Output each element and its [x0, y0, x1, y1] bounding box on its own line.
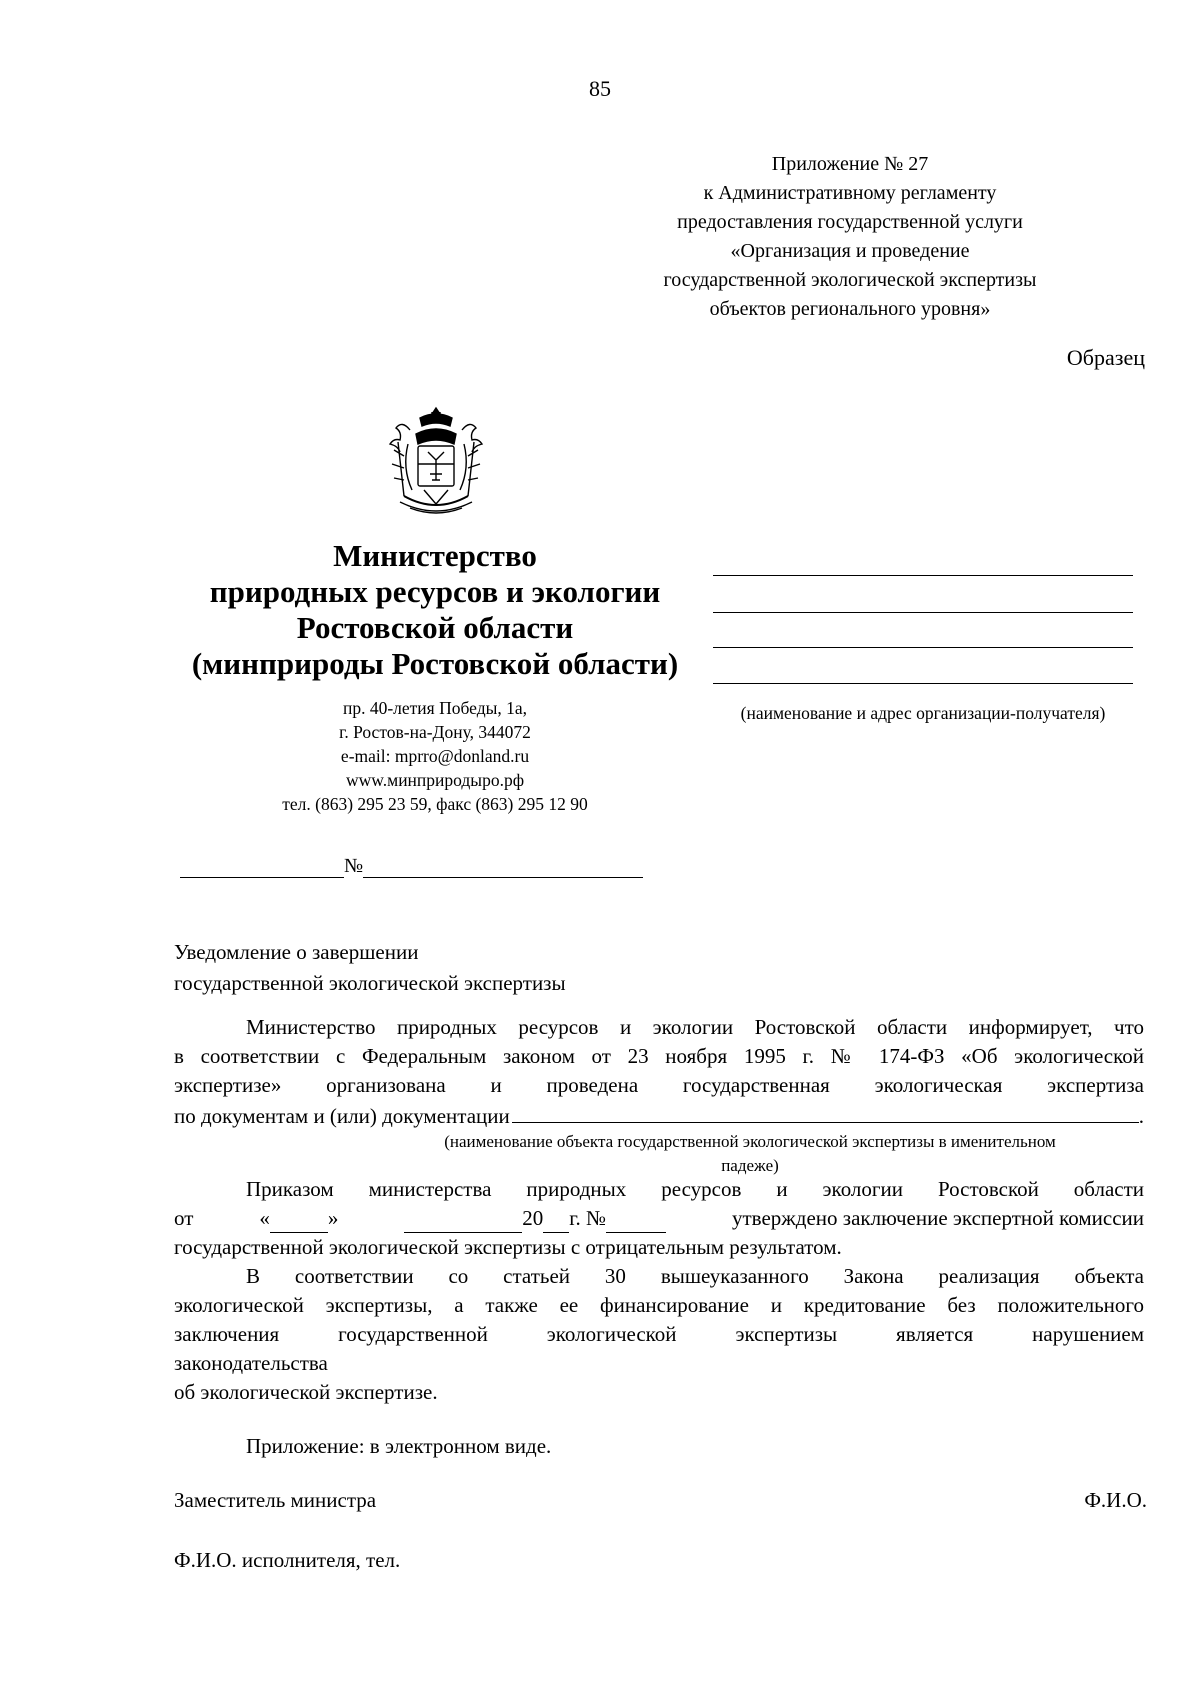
order-number-field[interactable]: [606, 1212, 666, 1233]
page-number: 85: [589, 76, 611, 101]
line-end-period: .: [1138, 1104, 1144, 1128]
paragraph-1: [174, 1013, 1144, 1131]
registration-date-field[interactable]: [180, 857, 344, 878]
body-line: Приказом министерства природных ресурсов и экологии Ростовской области: [246, 1177, 1144, 1201]
signatory-name: Ф.И.О.: [1084, 1488, 1147, 1512]
appendix-line: к Административному регламенту: [703, 182, 997, 204]
sample-label: Образец: [1066, 345, 1145, 370]
appendix-line: Приложение № 27: [771, 153, 929, 175]
subject-line: государственной экологической экспертизы: [174, 971, 566, 995]
body-line: в соответствии с Федеральным законом от 23 ноября 1995 г. № 174-ФЗ «Об экологической: [174, 1044, 1144, 1068]
recipient-line[interactable]: [713, 683, 1133, 684]
body-line: об экологической экспертизе.: [174, 1380, 438, 1404]
body-line: [174, 1100, 1144, 1131]
body-line-order: [174, 1204, 1144, 1233]
subject-line: Уведомление о завершении: [174, 940, 419, 964]
order-date: [404, 1204, 666, 1233]
body-line-text: по документам и (или) документации: [174, 1104, 510, 1128]
attachment-line: Приложение: в электронном виде.: [246, 1434, 552, 1458]
appendix-line: объектов регионального уровня»: [709, 298, 991, 320]
body-line: экспертизе» организована и проведена государственная экологическая экспертиза: [174, 1073, 1144, 1097]
ministry-name-line: (минприроды Ростовской области): [191, 646, 679, 681]
address-line: пр. 40-летия Победы, 1а,: [342, 698, 528, 718]
recipient-line[interactable]: [713, 647, 1133, 648]
body-line: В соответствии со статьей 30 вышеуказанного Закона реализация объекта: [246, 1264, 1144, 1288]
address-line: тел. (863) 295 23 59, факс (863) 295 12 90: [282, 794, 588, 814]
appendix-line: «Организация и проведение: [730, 240, 970, 262]
body-line: Министерство природных ресурсов и экологии Ростовской области информирует, что: [246, 1015, 1144, 1039]
caption-line: падеже): [721, 1156, 779, 1175]
object-caption: [360, 1130, 1140, 1178]
address-line: г. Ростов-на-Дону, 344072: [339, 722, 531, 742]
object-name-field[interactable]: [512, 1100, 1139, 1123]
registration-number-field[interactable]: [363, 857, 643, 878]
order-day: [259, 1204, 338, 1233]
paragraph-2: [174, 1175, 1144, 1262]
ministry-name-line: природных ресурсов и экологии: [209, 574, 661, 609]
attachment-note: [174, 1432, 1144, 1461]
signatory-position: Заместитель министра: [174, 1488, 377, 1512]
number-sign: №: [344, 855, 364, 877]
appendix-line: предоставления государственной услуги: [677, 211, 1023, 233]
address-line: e-mail: mprro@donland.ru: [340, 746, 530, 766]
order-day-field[interactable]: [270, 1212, 328, 1233]
year-prefix: 20: [522, 1206, 544, 1230]
ministry-address: [150, 696, 720, 816]
caption-line: (наименование объекта государственной экологической экспертизы в именительном: [444, 1132, 1056, 1151]
paragraph-3: [174, 1262, 1144, 1407]
open-quote: «: [259, 1206, 270, 1230]
ministry-name: [150, 538, 720, 682]
year-suffix: г. №: [569, 1206, 607, 1230]
recipient-line[interactable]: [713, 575, 1133, 576]
ministry-name-line: Министерство: [333, 538, 537, 573]
recipient-caption: (наименование и адрес организации-получателя): [740, 703, 1106, 723]
appendix-header: [590, 150, 1110, 324]
coat-of-arms-icon: [380, 404, 492, 520]
ministry-name-line: Ростовской области: [296, 610, 574, 645]
order-rest: утверждено заключение экспертной комиссии: [732, 1206, 1144, 1230]
from-label: от: [174, 1206, 194, 1230]
appendix-line: государственной экологической экспертизы: [663, 269, 1037, 291]
order-year-field[interactable]: [543, 1212, 569, 1233]
body-line: государственной экологической экспертизы с отрицательным результатом.: [174, 1235, 842, 1259]
body-line: заключения государственной экологической экспертизы является нарушением: [174, 1322, 1144, 1346]
recipient-line[interactable]: [713, 612, 1133, 613]
close-quote: »: [327, 1206, 339, 1230]
body-line: экологической экспертизы, а также ее финансирование и кредитование без положительного: [174, 1293, 1144, 1317]
body-line: законодательства: [174, 1351, 328, 1375]
executor-info: Ф.И.О. исполнителя, тел.: [174, 1548, 401, 1572]
subject: [174, 937, 566, 999]
order-month-field[interactable]: [404, 1212, 522, 1233]
registration-line: [180, 855, 643, 878]
address-line: www.минприродыро.рф: [345, 770, 525, 790]
